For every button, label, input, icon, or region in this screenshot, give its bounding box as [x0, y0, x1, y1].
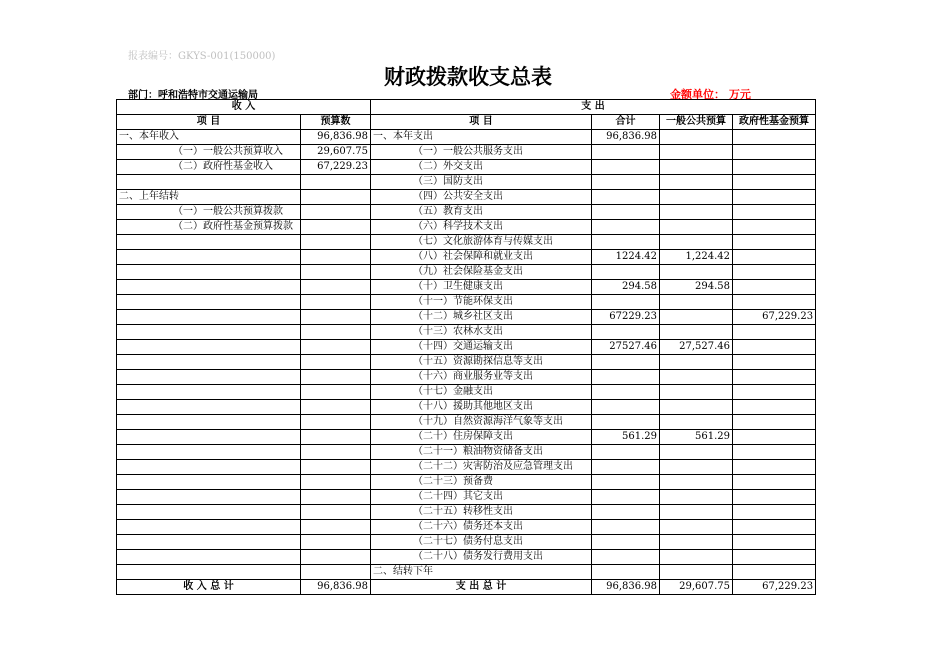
expense-item-cell: （十七）金融支出	[371, 385, 592, 400]
general-budget-cell	[660, 400, 733, 415]
column-header-row	[117, 115, 816, 130]
fund-budget-cell	[733, 175, 816, 190]
fund-budget-cell	[733, 295, 816, 310]
expense-item-cell: （三）国防支出	[371, 175, 592, 190]
income-value-cell	[301, 520, 371, 535]
fund-budget-cell	[733, 355, 816, 370]
total-cell	[592, 460, 660, 475]
total-cell	[592, 145, 660, 160]
total-cell	[592, 295, 660, 310]
expense-item-cell: 二、结转下年	[371, 565, 592, 580]
general-budget-cell	[660, 205, 733, 220]
total-cell	[592, 355, 660, 370]
table-row	[117, 340, 816, 355]
department-label: 部门：呼和浩特市交通运输局	[128, 90, 258, 101]
col-income-item: 项 目	[117, 115, 301, 130]
general-budget-cell: 1,224.42	[660, 250, 733, 265]
table-row	[117, 490, 816, 505]
table-row	[117, 535, 816, 550]
expense-item-cell: （七）文化旅游体育与传媒支出	[371, 235, 592, 250]
general-budget-cell	[660, 520, 733, 535]
income-value-cell	[301, 295, 371, 310]
table-row	[117, 505, 816, 520]
table-row	[117, 175, 816, 190]
fund-budget-cell	[733, 445, 816, 460]
fund-budget-cell	[733, 280, 816, 295]
income-item-cell	[117, 460, 301, 475]
income-item-cell	[117, 325, 301, 340]
general-total-value: 29,607.75	[660, 580, 733, 595]
fund-budget-cell	[733, 145, 816, 160]
fund-budget-cell	[733, 535, 816, 550]
expense-section-header: 支 出	[371, 100, 816, 115]
table-row	[117, 460, 816, 475]
income-item-cell: 二、上年结转	[117, 190, 301, 205]
fund-budget-cell	[733, 250, 816, 265]
fund-budget-cell	[733, 160, 816, 175]
total-cell	[592, 175, 660, 190]
fund-budget-cell	[733, 265, 816, 280]
fund-budget-cell	[733, 235, 816, 250]
income-item-cell	[117, 505, 301, 520]
income-value-cell	[301, 430, 371, 445]
table-row	[117, 145, 816, 160]
fund-budget-cell	[733, 430, 816, 445]
general-budget-cell	[660, 535, 733, 550]
expense-item-cell: 一、本年支出	[371, 130, 592, 145]
total-cell	[592, 370, 660, 385]
table-row	[117, 520, 816, 535]
expense-item-cell: （二十六）债务还本支出	[371, 520, 592, 535]
income-value-cell: 29,607.75	[301, 145, 371, 160]
total-cell	[592, 400, 660, 415]
income-value-cell	[301, 535, 371, 550]
expense-item-cell: （二十四）其它支出	[371, 490, 592, 505]
total-cell	[592, 475, 660, 490]
income-value-cell	[301, 550, 371, 565]
table-row	[117, 190, 816, 205]
expense-item-cell: （十六）商业服务业等支出	[371, 370, 592, 385]
table-row	[117, 415, 816, 430]
total-cell: 561.29	[592, 430, 660, 445]
total-cell	[592, 205, 660, 220]
fund-budget-cell	[733, 325, 816, 340]
table-row	[117, 550, 816, 565]
income-value-cell	[301, 490, 371, 505]
table-row	[117, 430, 816, 445]
income-item-cell	[117, 550, 301, 565]
income-item-cell	[117, 370, 301, 385]
table-row	[117, 400, 816, 415]
expense-item-cell: （八）社会保障和就业支出	[371, 250, 592, 265]
income-value-cell	[301, 325, 371, 340]
expense-item-cell: （二十一）粮油物资储备支出	[371, 445, 592, 460]
income-value-cell	[301, 250, 371, 265]
total-cell	[592, 385, 660, 400]
total-cell	[592, 190, 660, 205]
income-item-cell: （一）一般公共预算拨款	[117, 205, 301, 220]
income-value-cell	[301, 400, 371, 415]
income-item-cell	[117, 235, 301, 250]
total-cell	[592, 550, 660, 565]
fund-budget-cell	[733, 565, 816, 580]
expense-item-cell: （二十）住房保障支出	[371, 430, 592, 445]
fund-budget-cell	[733, 385, 816, 400]
finance-table	[116, 99, 816, 595]
general-budget-cell	[660, 160, 733, 175]
general-budget-cell	[660, 265, 733, 280]
amount-unit-label: 金额单位： 万元	[670, 88, 751, 101]
income-item-cell	[117, 250, 301, 265]
expense-item-cell: （二十三）预备费	[371, 475, 592, 490]
fund-budget-cell	[733, 205, 816, 220]
total-cell	[592, 535, 660, 550]
col-expense-item: 项 目	[371, 115, 592, 130]
table-row	[117, 235, 816, 250]
report-code: 报表编号：GKYS-001(150000)	[128, 51, 276, 62]
fund-budget-cell	[733, 220, 816, 235]
income-value-cell: 96,836.98	[301, 130, 371, 145]
expense-item-cell: （二十二）灾害防治及应急管理支出	[371, 460, 592, 475]
income-item-cell	[117, 295, 301, 310]
total-row	[117, 580, 816, 595]
general-budget-cell	[660, 550, 733, 565]
total-cell	[592, 265, 660, 280]
expense-item-cell: （五）教育支出	[371, 205, 592, 220]
income-value-cell	[301, 205, 371, 220]
col-total: 合计	[592, 115, 660, 130]
income-value-cell	[301, 415, 371, 430]
expense-item-cell: （九）社会保险基金支出	[371, 265, 592, 280]
general-budget-cell	[660, 130, 733, 145]
income-section-header: 收 入	[117, 100, 371, 115]
income-total-label: 收 入 总 计	[117, 580, 301, 595]
table-row	[117, 370, 816, 385]
fund-budget-cell	[733, 130, 816, 145]
total-cell	[592, 490, 660, 505]
general-budget-cell	[660, 310, 733, 325]
income-value-cell	[301, 505, 371, 520]
income-item-cell	[117, 265, 301, 280]
general-budget-cell	[660, 235, 733, 250]
expense-total-label: 支 出 总 计	[371, 580, 592, 595]
expense-item-cell: （十五）资源勘探信息等支出	[371, 355, 592, 370]
table-row	[117, 565, 816, 580]
table-row	[117, 160, 816, 175]
income-item-cell	[117, 430, 301, 445]
expense-total-value: 96,836.98	[592, 580, 660, 595]
general-budget-cell	[660, 370, 733, 385]
section-header-row	[117, 100, 816, 115]
income-item-cell	[117, 340, 301, 355]
fund-budget-cell	[733, 400, 816, 415]
table-row	[117, 295, 816, 310]
general-budget-cell	[660, 460, 733, 475]
total-cell	[592, 325, 660, 340]
total-cell: 96,836.98	[592, 130, 660, 145]
income-item-cell	[117, 445, 301, 460]
general-budget-cell	[660, 220, 733, 235]
income-value-cell	[301, 460, 371, 475]
income-value-cell	[301, 565, 371, 580]
table-row	[117, 220, 816, 235]
expense-item-cell: （二十五）转移性支出	[371, 505, 592, 520]
income-item-cell	[117, 490, 301, 505]
income-total-value: 96,836.98	[301, 580, 371, 595]
fund-budget-cell	[733, 550, 816, 565]
expense-item-cell: （十八）援助其他地区支出	[371, 400, 592, 415]
expense-item-cell: （十四）交通运输支出	[371, 340, 592, 355]
income-value-cell	[301, 175, 371, 190]
total-cell: 27527.46	[592, 340, 660, 355]
income-item-cell	[117, 400, 301, 415]
income-item-cell	[117, 280, 301, 295]
table-row	[117, 310, 816, 325]
table-row	[117, 385, 816, 400]
table-row	[117, 265, 816, 280]
col-fund-budget: 政府性基金预算	[733, 115, 816, 130]
table-row	[117, 130, 816, 145]
page-title: 财政拨款收支总表	[384, 64, 552, 89]
income-item-cell: （二）政府性基金预算拨款	[117, 220, 301, 235]
expense-item-cell: （十二）城乡社区支出	[371, 310, 592, 325]
expense-item-cell: （十三）农林水支出	[371, 325, 592, 340]
fund-total-value: 67,229.23	[733, 580, 816, 595]
expense-item-cell: （一）一般公共服务支出	[371, 145, 592, 160]
fund-budget-cell	[733, 190, 816, 205]
fund-budget-cell	[733, 415, 816, 430]
income-value-cell: 67,229.23	[301, 160, 371, 175]
general-budget-cell	[660, 385, 733, 400]
income-value-cell	[301, 385, 371, 400]
total-cell	[592, 445, 660, 460]
general-budget-cell	[660, 565, 733, 580]
income-value-cell	[301, 190, 371, 205]
general-budget-cell	[660, 445, 733, 460]
income-item-cell	[117, 565, 301, 580]
fund-budget-cell	[733, 490, 816, 505]
total-cell	[592, 235, 660, 250]
general-budget-cell	[660, 355, 733, 370]
income-item-cell: （二）政府性基金收入	[117, 160, 301, 175]
expense-item-cell: （十九）自然资源海洋气象等支出	[371, 415, 592, 430]
income-item-cell	[117, 355, 301, 370]
income-value-cell	[301, 445, 371, 460]
general-budget-cell	[660, 325, 733, 340]
total-cell	[592, 415, 660, 430]
fund-budget-cell: 67,229.23	[733, 310, 816, 325]
fund-budget-cell	[733, 340, 816, 355]
income-item-cell	[117, 310, 301, 325]
income-item-cell	[117, 175, 301, 190]
total-cell: 1224.42	[592, 250, 660, 265]
income-item-cell	[117, 475, 301, 490]
expense-item-cell: （二）外交支出	[371, 160, 592, 175]
total-cell	[592, 220, 660, 235]
table-row	[117, 475, 816, 490]
general-budget-cell	[660, 490, 733, 505]
table-row	[117, 280, 816, 295]
fund-budget-cell	[733, 370, 816, 385]
expense-item-cell: （十）卫生健康支出	[371, 280, 592, 295]
income-value-cell	[301, 265, 371, 280]
general-budget-cell: 294.58	[660, 280, 733, 295]
income-item-cell	[117, 385, 301, 400]
total-cell: 67229.23	[592, 310, 660, 325]
table-row	[117, 250, 816, 265]
total-cell	[592, 565, 660, 580]
table-row	[117, 325, 816, 340]
general-budget-cell	[660, 505, 733, 520]
income-item-cell	[117, 535, 301, 550]
general-budget-cell	[660, 475, 733, 490]
general-budget-cell	[660, 175, 733, 190]
general-budget-cell	[660, 190, 733, 205]
total-cell	[592, 520, 660, 535]
income-value-cell	[301, 340, 371, 355]
income-value-cell	[301, 355, 371, 370]
expense-item-cell: （十一）节能环保支出	[371, 295, 592, 310]
income-value-cell	[301, 370, 371, 385]
expense-item-cell: （二十八）债务发行费用支出	[371, 550, 592, 565]
table-body	[117, 130, 816, 580]
col-general-budget: 一般公共预算	[660, 115, 733, 130]
expense-item-cell: （二十七）债务付息支出	[371, 535, 592, 550]
table-row	[117, 445, 816, 460]
income-item-cell	[117, 520, 301, 535]
total-cell	[592, 160, 660, 175]
general-budget-cell: 27,527.46	[660, 340, 733, 355]
fund-budget-cell	[733, 505, 816, 520]
income-item-cell: （一）一般公共预算收入	[117, 145, 301, 160]
income-value-cell	[301, 310, 371, 325]
fund-budget-cell	[733, 475, 816, 490]
total-cell	[592, 505, 660, 520]
table-row	[117, 205, 816, 220]
income-item-cell	[117, 415, 301, 430]
general-budget-cell	[660, 145, 733, 160]
general-budget-cell: 561.29	[660, 430, 733, 445]
total-cell: 294.58	[592, 280, 660, 295]
table-row	[117, 355, 816, 370]
expense-item-cell: （四）公共安全支出	[371, 190, 592, 205]
fund-budget-cell	[733, 460, 816, 475]
general-budget-cell	[660, 415, 733, 430]
expense-item-cell: （六）科学技术支出	[371, 220, 592, 235]
income-item-cell: 一、本年收入	[117, 130, 301, 145]
fund-budget-cell	[733, 520, 816, 535]
income-value-cell	[301, 220, 371, 235]
income-value-cell	[301, 235, 371, 250]
col-budget: 预算数	[301, 115, 371, 130]
income-value-cell	[301, 475, 371, 490]
income-value-cell	[301, 280, 371, 295]
general-budget-cell	[660, 295, 733, 310]
